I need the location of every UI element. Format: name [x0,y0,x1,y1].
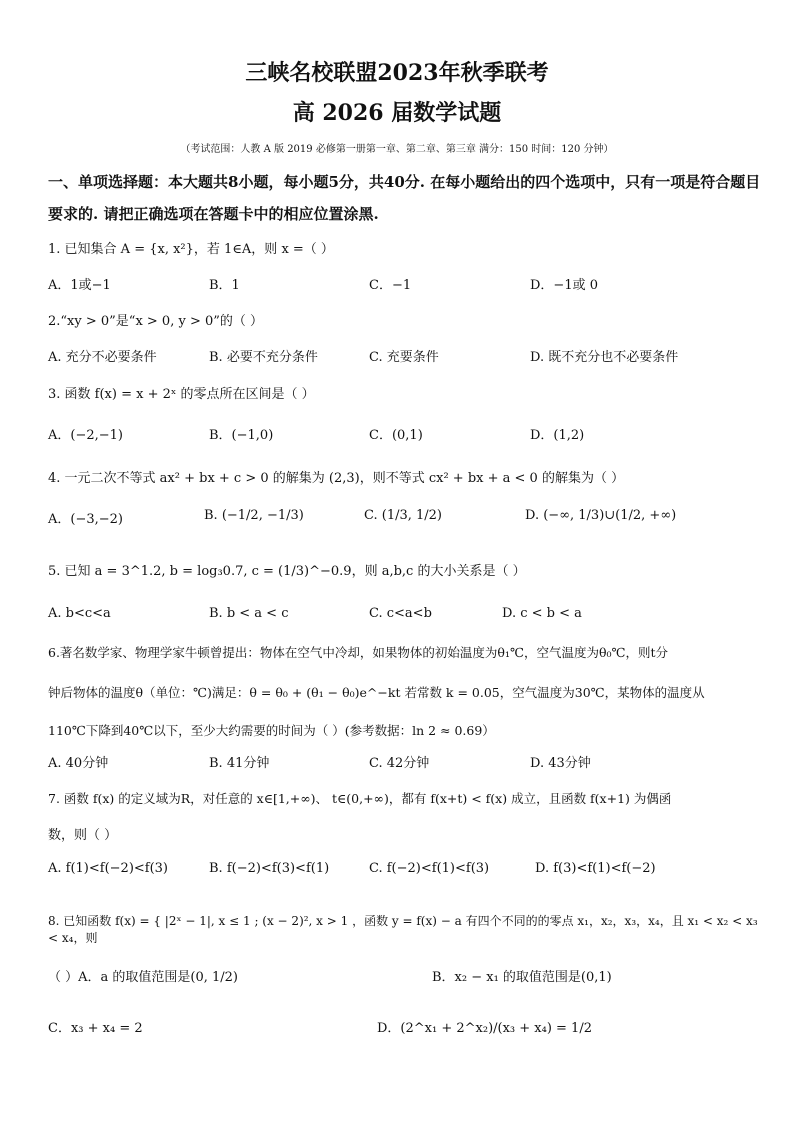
question-6-option-c: C. 42分钟 [369,756,430,771]
question-3-stem: 3. 函数 f(x) = x + 2ˣ 的零点所在区间是（ ） [48,387,315,402]
question-5-stem: 5. 已知 a = 3^1.2, b = log₃0.7, c = (1/3)^−0.9，则 a,b,c 的大小关系是（ ） [48,564,526,579]
section-heading: 一、单项选择题：本大题共8小题，每小题5分，共40分. 在每小题给出的四个选项中，只有一项是符合题目要求的. 请把正确选项在答题卡中的相应位置涂黑. [48,173,761,223]
question-6-option-b: B. 41分钟 [209,756,270,771]
question-3-option-a: A．(−2,−1) [48,428,123,443]
question-3-option-d: D．(1,2) [530,428,585,443]
question-4-option-d: D. (−∞, 1/3)∪(1/2, +∞) [525,508,677,523]
question-8-option-c: C．x₃ + x₄ = 2 [48,1021,143,1036]
question-6-stem-line-1: 6.著名数学家、物理学家牛顿曾提出：物体在空气中冷却，如果物体的初始温度为θ₁℃，空气温度为θ₀℃，则t分 [48,645,668,660]
question-1-option-c: C．−1 [369,278,412,293]
question-4-option-a: A．(−3,−2) [48,512,123,527]
question-1-option-a: A．1或−1 [48,278,111,293]
question-4-option-b: B. (−1/2, −1/3) [204,508,304,523]
question-1-option-d: D．−1或 0 [530,278,598,293]
question-2-stem: 2.“xy > 0”是“x > 0, y > 0”的（ ） [48,314,264,329]
question-2-option-c: C. 充要条件 [369,350,439,365]
question-3-option-b: B．(−1,0) [209,428,274,443]
question-7-option-c: C. f(−2)<f(1)<f(3) [369,861,490,876]
question-7-option-b: B. f(−2)<f(3)<f(1) [209,861,330,876]
exam-title-line1: 三峡名校联盟2023年秋季联考 [245,60,549,86]
question-2-option-d: D. 既不充分也不必要条件 [530,350,679,365]
question-7-option-a: A. f(1)<f(−2)<f(3) [48,861,169,876]
question-8-option-d: D．(2^x₁ + 2^x₂)/(x₃ + x₄) = 1/2 [377,1021,592,1036]
question-7-option-d: D. f(3)<f(1)<f(−2) [535,861,656,876]
question-5-option-a: A. b<c<a [48,606,111,621]
question-6-stem-line-2: 钟后物体的温度θ（单位：℃)满足：θ = θ₀ + (θ₁ − θ₀)e^−kt 若常数 k = 0.05，空气温度为30℃，某物体的温度从 [48,685,705,700]
question-2-option-b: B. 必要不充分条件 [209,350,318,365]
question-5-option-c: C. c<a<b [369,606,432,621]
question-4-stem: 4. 一元二次不等式 ax² + bx + c > 0 的解集为 (2,3)，则不等式 cx² + bx + a < 0 的解集为（ ） [48,471,625,486]
question-1-option-b: B．1 [209,278,240,293]
question-6-stem-line-3: 110℃下降到40℃以下，至少大约需要的时间为（ ）(参考数据：ln 2 ≈ 0.69） [48,723,495,738]
question-7-stem-line-1: 7. 函数 f(x) 的定义域为R，对任意的 x∈[1,+∞)、 t∈(0,+∞)，都有 f(x+t) < f(x) 成立，且函数 f(x+1) 为偶函 [48,791,672,806]
question-4-option-c: C. (1/3, 1/2) [364,508,442,523]
question-7-stem-line-2: 数，则（ ） [48,828,118,843]
question-6-option-d: D. 43分钟 [530,756,591,771]
question-3-option-c: C．(0,1) [369,428,423,443]
question-5-option-b: B. b < a < c [209,606,289,621]
question-2-option-a: A. 充分不必要条件 [48,350,157,365]
question-5-option-d: D. c < b < a [502,606,582,621]
exam-title-line2: 高 2026 届数学试题 [292,100,502,126]
question-8-option-a: （ ）A．a 的取值范围是(0, 1/2) [48,970,239,985]
exam-scope-note: （考试范围：人教 A 版 2019 必修第一册第一章、第二章、第三章 满分：150 时间：120 分钟） [180,144,614,155]
question-8-option-b: B．x₂ − x₁ 的取值范围是(0,1) [432,970,612,985]
question-1-stem: 1. 已知集合 A = {x, x²}，若 1∈A，则 x =（ ） [48,242,334,257]
question-8-stem: 8. 已知函数 f(x) = { |2ˣ − 1|, x ≤ 1 ; (x − 2)², x > 1 ，函数 y = f(x) − a 有四个不同的的零点 x₁，x₂，x₃，x₄，且 x₁ < x₂ < x₃ < x₄，则 [48,914,758,945]
question-6-option-a: A. 40分钟 [48,756,109,771]
